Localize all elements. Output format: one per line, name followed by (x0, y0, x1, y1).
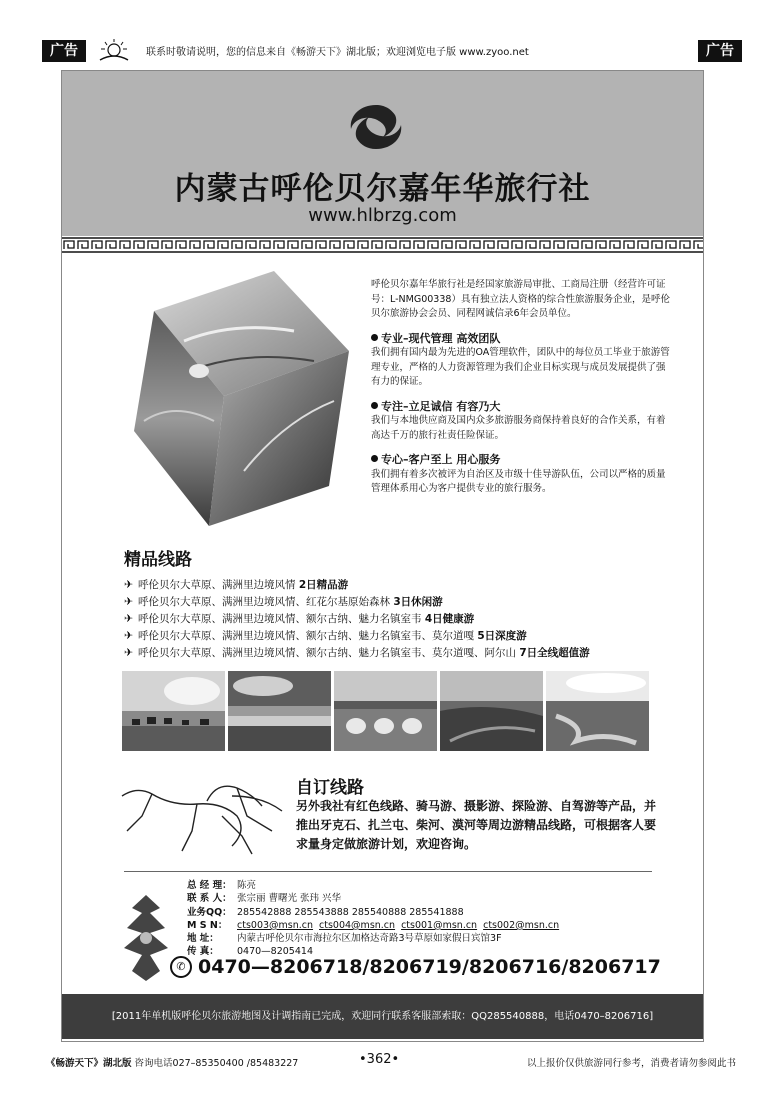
photo-yurts (334, 671, 437, 751)
phone-numbers[interactable]: 0470—8206718/8206719/8206716/8206717 (198, 956, 661, 978)
brand-swirl-logo-icon (345, 101, 407, 153)
photo-strip (122, 671, 652, 751)
route-item: ✈ 呼伦贝尔大草原、满洲里边境风情、额尔古纳、魅力名镇室韦、莫尔道嘎、阿尔山 7日全线超值游 (124, 646, 590, 659)
feature-section (371, 400, 671, 444)
msn-link[interactable]: cts004@msn.cn (319, 919, 396, 931)
top-strip (42, 40, 742, 62)
page-number: •362• (359, 1052, 400, 1067)
msn-row: M S N： cts003@msn.cn cts004@msn.cn cts001@msn.cn cts002@msn.cn (187, 919, 560, 931)
ad-tag-left: 广告 (42, 40, 86, 62)
address-row: 地 址： 内蒙古呼伦贝尔市海拉尔区加格达奇路3号草原如家假日宾馆3F (187, 933, 502, 945)
manager-row: 总 经 理： 陈亮 (187, 880, 257, 891)
msn-link[interactable]: cts003@msn.cn (237, 919, 314, 931)
footer-right: 以上报价仅供旅游同行参考，消费者请勿参阅此书 (526, 1058, 736, 1069)
route-bullet-icon: ✈ (124, 629, 134, 642)
bullet-dot-icon (371, 402, 378, 409)
intro-block (371, 278, 671, 497)
contact-divider (124, 871, 652, 872)
ad-frame (61, 70, 704, 1042)
route-item: ✈ 呼伦贝尔大草原、满洲里边境风情、红花尔基原始森林 3日休闲游 (124, 595, 443, 608)
bullet-dot-icon (371, 455, 378, 462)
feature-title: 专心–客户至上 用心服务 (381, 453, 501, 466)
photo-horses (122, 671, 225, 751)
footer-notice-band: [2011年单机版呼伦贝尔旅游地图及计调指南已完成，欢迎同行联系客服部索取：QQ285540888，电话0470–8206716] (62, 994, 703, 1039)
company-name: 内蒙古呼伦贝尔嘉年华旅行社 (174, 171, 591, 207)
bullet-dot-icon (371, 334, 378, 341)
feature-section (371, 453, 671, 497)
magazine-logo-icon (97, 38, 131, 64)
fax-row: 传 真： 0470—8205414 (187, 946, 313, 958)
feature-title: 专业–现代管理 高效团队 (381, 331, 501, 345)
ad-tag-right: 广告 (698, 40, 742, 62)
photo-meadow (440, 671, 543, 751)
contact-info (187, 879, 565, 959)
custom-routes-body: 另外我社有红色线路、骑马游、摄影游、探险游、自驾游等产品，并推出牙克石、扎兰屯、柴河、漠河等周边游精品线路，可根据客人要求量身定做旅游计划，欢迎咨询。 (296, 799, 657, 851)
route-item: ✈ 呼伦贝尔大草原、满洲里边境风情、额尔古纳、魅力名镇室韦、莫尔道嘎 5日深度游 (124, 629, 527, 642)
custom-routes-title: 自订线路 (296, 778, 364, 798)
route-item: ✈ 呼伦贝尔大草原、满洲里边境风情 2日精品游 (124, 578, 349, 591)
footer-left: 《畅游天下》湖北版 咨询电话027–85350400 /85483227 (46, 1058, 299, 1069)
feature-body: 我们与本地供应商及国内众多旅游服务商保持着良好的合作关系，有着高达千万的旅行社责任险保证。 (371, 415, 666, 441)
contact-person-row: 联 系 人： 张宗丽 曹曙光 张玮 兴华 (187, 893, 342, 905)
route-bullet-icon: ✈ (124, 578, 134, 591)
feature-section (371, 332, 671, 390)
photo-river (546, 671, 649, 751)
route-item: ✈ 呼伦贝尔大草原、满洲里边境风情、额尔古纳、魅力名镇室韦 4日健康游 (124, 612, 475, 625)
phone-row (170, 956, 661, 978)
phone-icon: ✆ (170, 956, 192, 978)
banner (62, 71, 703, 236)
mongolian-emblem-icon (120, 893, 172, 983)
photo-lake (228, 671, 331, 751)
horse-rider-illustration-icon (112, 776, 287, 861)
page-footer (46, 1052, 736, 1071)
routes-title: 精品线路 (124, 550, 192, 570)
grassland-cube-image (124, 271, 364, 526)
route-bullet-icon: ✈ (124, 595, 134, 608)
feature-body: 我们拥有国内最为先进的OA管理软件，团队中的每位员工毕业于旅游管理专业，严格的人力资源管理为我们企业目标实现与成员发展提供了强有力的保证。 (371, 347, 670, 387)
ornamental-divider (62, 236, 703, 254)
feature-title: 专注–立足诚信 有容乃大 (381, 399, 501, 413)
msn-link[interactable]: cts002@msn.cn (483, 919, 560, 931)
qq-row: 业务QQ： 285542888 285543888 285540888 285541888 (187, 906, 464, 918)
intro-paragraph: 呼伦贝尔嘉年华旅行社是经国家旅游局审批、工商局注册（经营许可证号：L-NMG00338）具有独立法人资格的综合性旅游服务企业，是呼伦贝尔旅游协会会员、同程网诚信录6年会员单位。 (371, 279, 670, 319)
feature-body: 我们拥有着多次被评为自治区及市级十佳导游队伍，公司以严格的质量管理体系用心为客户提供专业的旅行服务。 (371, 468, 666, 494)
company-website[interactable]: www.hlbrzg.com (308, 205, 457, 226)
route-bullet-icon: ✈ (124, 612, 134, 625)
msn-link[interactable]: cts001@msn.cn (401, 919, 478, 931)
routes-list (124, 576, 684, 661)
route-bullet-icon: ✈ (124, 646, 134, 659)
top-note: 联系时敬请说明，您的信息来自《畅游天下》湖北版；欢迎浏览电子版 www.zyoo.net (146, 47, 529, 58)
